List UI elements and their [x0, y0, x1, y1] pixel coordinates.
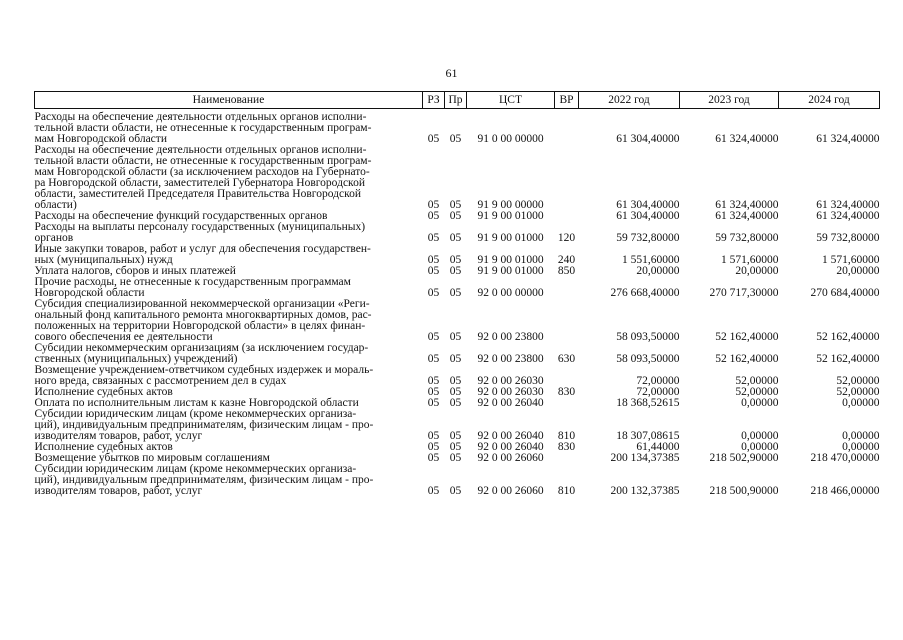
budget-table	[34, 91, 880, 497]
row-vr	[555, 398, 579, 409]
row-amount-2022: 61 304,40000	[616, 210, 680, 222]
row-rz: 05	[427, 133, 440, 145]
row-rz: 05	[427, 485, 440, 497]
row-rz: 05	[427, 441, 440, 453]
row-vr: 850	[557, 265, 576, 277]
row-cst: 92 0 00 23800	[477, 353, 544, 365]
row-pr: 05	[449, 386, 462, 398]
table-row	[35, 277, 880, 299]
col-header-name: Наименование	[35, 92, 423, 109]
row-name: Субсидии некоммерческим организациям (за исключением государ- ственных (муниципальных) учреждений)	[34, 342, 369, 365]
row-amount-2022: 72,00000	[636, 375, 680, 387]
row-cst: 92 0 00 26060	[477, 485, 544, 497]
row-rz: 05	[427, 254, 440, 266]
row-pr: 05	[449, 210, 462, 222]
row-amount-2024: 59 732,80000	[816, 232, 880, 244]
row-vr	[555, 453, 579, 464]
row-amount-2023: 61 324,40000	[715, 199, 779, 211]
col-header-pr: Пр	[445, 92, 467, 109]
header-row	[35, 92, 880, 109]
row-pr: 05	[449, 232, 462, 244]
row-amount-2024: 61 324,40000	[816, 133, 880, 145]
row-amount-2023: 52,00000	[735, 375, 779, 387]
row-cst: 92 0 00 26030	[477, 386, 544, 398]
row-rz: 05	[427, 386, 440, 398]
row-amount-2024: 61 324,40000	[816, 210, 880, 222]
row-cst: 92 0 00 26040	[477, 441, 544, 453]
row-name: Исполнение судебных актов	[34, 386, 173, 398]
row-amount-2023: 0,00000	[741, 441, 779, 453]
table-row	[35, 299, 880, 343]
col-header-2023: 2023 год	[680, 92, 779, 109]
row-cst: 91 9 00 01000	[477, 265, 544, 277]
row-cst: 91 0 00 00000	[477, 133, 544, 145]
row-cst: 92 0 00 26030	[477, 375, 544, 387]
row-pr: 05	[449, 485, 462, 497]
row-vr: 240	[557, 254, 576, 266]
row-name: Субсидия специализированной некоммерческой организации «Реги- ональный фонд капитального ремонта многоквартирных домов, рас- положенных на территории Новгородской области» в целях финан- сового обеспечения ее деятельности	[34, 298, 372, 343]
row-amount-2024: 218 466,00000	[810, 485, 880, 497]
row-amount-2024: 270 684,40000	[810, 287, 880, 299]
row-pr: 05	[449, 375, 462, 387]
row-name: Субсидии юридическим лицам (кроме некоммерческих организа- ций), индивидуальным предпринимателям, физическим лицам - про- изводителям товаров, работ, услуг	[34, 463, 374, 497]
row-vr	[555, 365, 579, 387]
row-pr: 05	[449, 199, 462, 211]
row-rz: 05	[427, 265, 440, 277]
row-amount-2023: 61 324,40000	[715, 210, 779, 222]
row-amount-2024: 52 162,40000	[816, 331, 880, 343]
table-row	[35, 145, 880, 211]
row-rz: 05	[427, 452, 440, 464]
row-rz: 05	[427, 199, 440, 211]
row-amount-2023: 61 324,40000	[715, 133, 779, 145]
row-amount-2022: 72,00000	[636, 386, 680, 398]
row-vr	[555, 211, 579, 222]
row-cst: 91 9 00 01000	[477, 210, 544, 222]
row-rz: 05	[427, 232, 440, 244]
row-vr	[555, 109, 579, 146]
row-amount-2022: 18 307,08615	[616, 430, 680, 442]
row-amount-2023: 20,00000	[735, 265, 779, 277]
table-row	[35, 464, 880, 497]
row-amount-2023: 0,00000	[741, 397, 779, 409]
row-pr: 05	[449, 452, 462, 464]
row-amount-2023: 52 162,40000	[715, 331, 779, 343]
col-header-2022: 2022 год	[579, 92, 680, 109]
table-row	[35, 343, 880, 365]
row-amount-2024: 0,00000	[842, 430, 880, 442]
row-pr: 05	[449, 265, 462, 277]
row-name: Субсидии юридическим лицам (кроме некоммерческих организа- ций), индивидуальным предпринимателям, физическим лицам - про- изводителям товаров, работ, услуг	[34, 408, 374, 442]
row-name: Возмещение учреждением-ответчиком судебных издержек и мораль- ного вреда, связанных с рассмотрением дел в судах	[34, 364, 374, 387]
row-cst: 91 9 00 01000	[477, 254, 544, 266]
col-header-2024: 2024 год	[779, 92, 880, 109]
row-vr: 120	[557, 232, 576, 244]
row-rz: 05	[427, 430, 440, 442]
row-vr	[555, 277, 579, 299]
row-vr: 810	[557, 430, 576, 442]
row-vr	[555, 145, 579, 211]
row-vr: 630	[557, 353, 576, 365]
row-amount-2022: 58 093,50000	[616, 331, 680, 343]
row-amount-2023: 270 717,30000	[709, 287, 779, 299]
row-amount-2024: 52 162,40000	[816, 353, 880, 365]
row-pr: 05	[449, 254, 462, 266]
row-name: Прочие расходы, не отнесенные к государственным программам Новгородской области	[34, 276, 351, 299]
row-name: Оплата по исполнительным листам к казне Новгородской области	[34, 397, 359, 409]
col-header-cst: ЦСТ	[467, 92, 555, 109]
row-cst: 92 0 00 26040	[477, 397, 544, 409]
row-amount-2022: 18 368,52615	[616, 397, 680, 409]
row-name: Уплата налогов, сборов и иных платежей	[34, 265, 236, 277]
row-cst: 92 0 00 26040	[477, 430, 544, 442]
row-cst: 92 0 00 26060	[477, 452, 544, 464]
row-pr: 05	[449, 353, 462, 365]
row-cst: 92 0 00 23800	[477, 331, 544, 343]
row-amount-2024: 1 571,60000	[822, 254, 880, 266]
row-vr: 830	[557, 386, 576, 398]
row-amount-2022: 200 134,37385	[610, 452, 680, 464]
row-amount-2022: 20,00000	[636, 265, 680, 277]
row-amount-2023: 0,00000	[741, 430, 779, 442]
row-amount-2022: 276 668,40000	[610, 287, 680, 299]
row-amount-2023: 218 500,90000	[709, 485, 779, 497]
row-pr: 05	[449, 133, 462, 145]
row-rz: 05	[427, 331, 440, 343]
row-amount-2022: 1 551,60000	[622, 254, 680, 266]
col-header-vr: ВР	[555, 92, 579, 109]
row-amount-2022: 58 093,50000	[616, 353, 680, 365]
row-amount-2024: 52,00000	[836, 375, 880, 387]
row-amount-2024: 20,00000	[836, 265, 880, 277]
row-name: Расходы на обеспечение функций государственных органов	[34, 210, 328, 222]
row-pr: 05	[449, 441, 462, 453]
row-amount-2022: 61 304,40000	[616, 199, 680, 211]
row-amount-2024: 0,00000	[842, 397, 880, 409]
row-amount-2024: 61 324,40000	[816, 199, 880, 211]
row-pr: 05	[449, 430, 462, 442]
row-amount-2022: 61 304,40000	[616, 133, 680, 145]
table-body	[35, 109, 880, 498]
row-cst: 91 9 00 01000	[477, 232, 544, 244]
table-row	[35, 109, 880, 146]
row-vr: 830	[557, 441, 576, 453]
table-row	[35, 409, 880, 442]
col-header-rz: РЗ	[423, 92, 445, 109]
table-row	[35, 365, 880, 387]
row-amount-2023: 1 571,60000	[721, 254, 779, 266]
row-amount-2024: 218 470,00000	[810, 452, 880, 464]
row-rz: 05	[427, 353, 440, 365]
row-amount-2022: 59 732,80000	[616, 232, 680, 244]
row-amount-2022: 61,44000	[636, 441, 680, 453]
row-cst: 92 0 00 00000	[477, 287, 544, 299]
row-pr: 05	[449, 397, 462, 409]
row-name: Расходы на обеспечение деятельности отдельных органов исполни- тельной власти области, не отнесенные к государственным програм- мам Новгородской области (за исключением расходов на Губернато- ра Новгородской области, заместителей Губернатора Новгородской области, заместителей Председателя Правительства Новгородской области)	[34, 144, 372, 211]
row-rz: 05	[427, 287, 440, 299]
row-name: Исполнение судебных актов	[34, 441, 173, 453]
row-amount-2023: 218 502,90000	[709, 452, 779, 464]
row-amount-2023: 59 732,80000	[715, 232, 779, 244]
row-name: Возмещение убытков по мировым соглашениям	[34, 452, 270, 464]
row-vr: 810	[557, 485, 576, 497]
row-rz: 05	[427, 210, 440, 222]
row-amount-2024: 52,00000	[836, 386, 880, 398]
row-name: Иные закупки товаров, работ и услуг для обеспечения государствен- ных (муниципальных) нужд	[34, 243, 371, 266]
row-amount-2022: 200 132,37385	[610, 485, 680, 497]
row-amount-2023: 52 162,40000	[715, 353, 779, 365]
row-vr	[555, 299, 579, 343]
row-pr: 05	[449, 287, 462, 299]
row-rz: 05	[427, 375, 440, 387]
row-rz: 05	[427, 397, 440, 409]
table-row	[35, 222, 880, 244]
page-number: 61	[445, 66, 458, 80]
row-amount-2024: 0,00000	[842, 441, 880, 453]
row-amount-2023: 52,00000	[735, 386, 779, 398]
row-name: Расходы на обеспечение деятельности отдельных органов исполни- тельной власти области, не отнесенные к государственным програм- мам Новгородской области	[34, 111, 372, 145]
row-name: Расходы на выплаты персоналу государственных (муниципальных) органов	[34, 221, 366, 244]
row-pr: 05	[449, 331, 462, 343]
table-row	[35, 244, 880, 266]
row-cst: 91 9 00 00000	[477, 199, 544, 211]
